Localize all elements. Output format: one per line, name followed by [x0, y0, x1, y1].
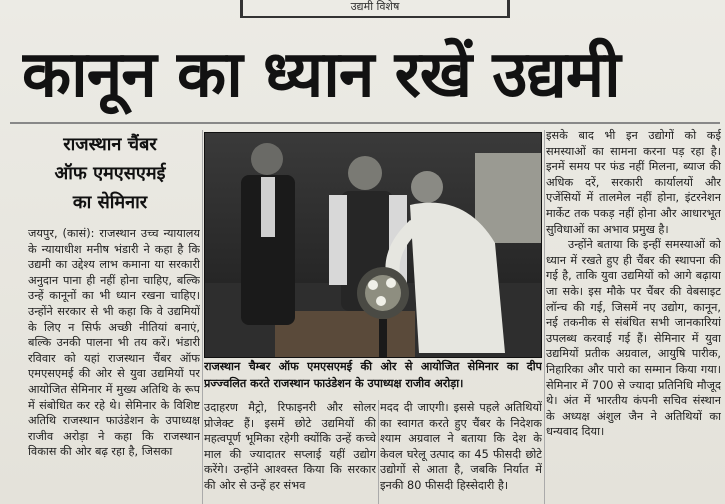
photo-illustration: [205, 133, 542, 358]
article-column-left: [28, 226, 200, 504]
article-paragraph: उदाहरण मैट्रो, रिफाइनरी और सोलर प्रोजेक्ट हैं। इसमें छोटे उद्यमियों की महत्वपूर्ण भूमिका रहेगी क्योंकि उन्हें कच्चे माल की ज्यादातर सप्लाई यहीं उद्योग करेंगे। उन्होंने आश्वस्त किया कि सरकार की ओर से उन्हें हर संभव: [204, 401, 376, 492]
article-paragraph: उन्होंने बताया कि इन्हीं समस्याओं को ध्यान में रखते हुए ही चैंबर की स्थापना की गई है, ताकि युवा उद्यमियों को आगे बढ़ाया जा सके। इस मौके पर चैंबर की वेबसाइट लॉन्च की गई, जिसमें नए उद्योग, कानून, नई तकनीक से संबंधित सभी जानकारियां उपलब्ध करवाई गई हैं। सेमिनार में युवा उद्यमियों प्रतीक अग्रवाल, आयुषि पारीक, निहारिका और पारो का सम्मान किया गया। सेमिनार में 700 से ज्यादा प्रतिनिधि मौजूद थे। अंत में भारतीय कंपनी सचिव संस्थान के अध्यक्ष अंशुल जैन ने अतिथियों का धन्यवाद दिया।: [546, 238, 721, 439]
article-column-middle-1: [204, 400, 376, 504]
headline: कानून का ध्यान रखें उद्यमी: [22, 38, 620, 112]
subheadline: [20, 130, 200, 222]
column-divider: [202, 130, 203, 504]
article-column-right: [546, 128, 721, 504]
column-divider: [544, 130, 545, 504]
article-paragraph: जयपुर, (कासं): राजस्थान उच्च न्यायालय के न्यायाधीश मनीष भंडारी ने कहा है कि उद्यमी का उद्देश्य लाभ कमाना या सरकारी अनुदान पाना ही नहीं होना चाहिए, बल्कि उन्हें कानूनों का भी ध्यान रखना चाहिए। उन्होंने सरकार से भी कहा कि वे उद्यमियों के लिए न सिर्फ अच्छी नीतियां बनाएं, बल्कि उनकी पालना भी तय करें। भंडारी रविवार को यहां राजस्थान चैंबर ऑफ एमएसएमई की ओर से युवा उद्यमियों पर आयोजित सेमिनार में मुख्य अतिथि के रूप में संबोधित कर रहे थे। सेमिनार के विशिष्ट अतिथि राजस्थान फाउंडेशन के उपाध्यक्ष राजीव अरोड़ा ने कहा कि राजस्थान विकास की ओर बढ़ रहा है, जिसका: [28, 227, 200, 459]
column-divider: [378, 400, 379, 504]
article-paragraph: इसके बाद भी इन उद्योगों को कई समस्याओं का सामना करना पड़ रहा है। इनमें समय पर फंड नहीं मिलना, ब्याज की अधिक दरें, सरकारी कार्यालयों और एजेंसियों में तालमेल नहीं होना, इंटरनेशन मार्केट तक पकड़ नहीं होना और आधारभूत सुविधाओं का अभाव प्रमुख है।: [546, 129, 721, 236]
news-photo: [204, 132, 542, 358]
section-label: उद्यमी विशेष: [240, 0, 510, 18]
article-column-middle-2: [380, 400, 542, 504]
subhead-line: ऑफ एमएसएमई: [54, 163, 166, 184]
photo-caption: राजस्थान चैम्बर ऑफ एमएसएमई की ओर से आयोजित सेमिनार का दीप प्रज्ज्वलित करते राजस्थान फाउंडेशन के उपाध्यक्ष राजीव अरोड़ा।: [204, 360, 542, 390]
headline-rule: [10, 122, 720, 124]
subhead-line: राजस्थान चैंबर: [63, 134, 157, 155]
subhead-line: का सेमिनार: [72, 192, 148, 213]
article-paragraph: मदद दी जाएगी। इससे पहले अतिथियों का स्वागत करते हुए चैंबर के निदेशक श्याम अग्रवाल ने बताया कि देश के केवल घरेलू उत्पाद का 45 फीसदी छोटे उद्योगों से आता है, जबकि निर्यात में इनकी 80 फीसदी हिस्सेदारी है।: [380, 401, 542, 492]
